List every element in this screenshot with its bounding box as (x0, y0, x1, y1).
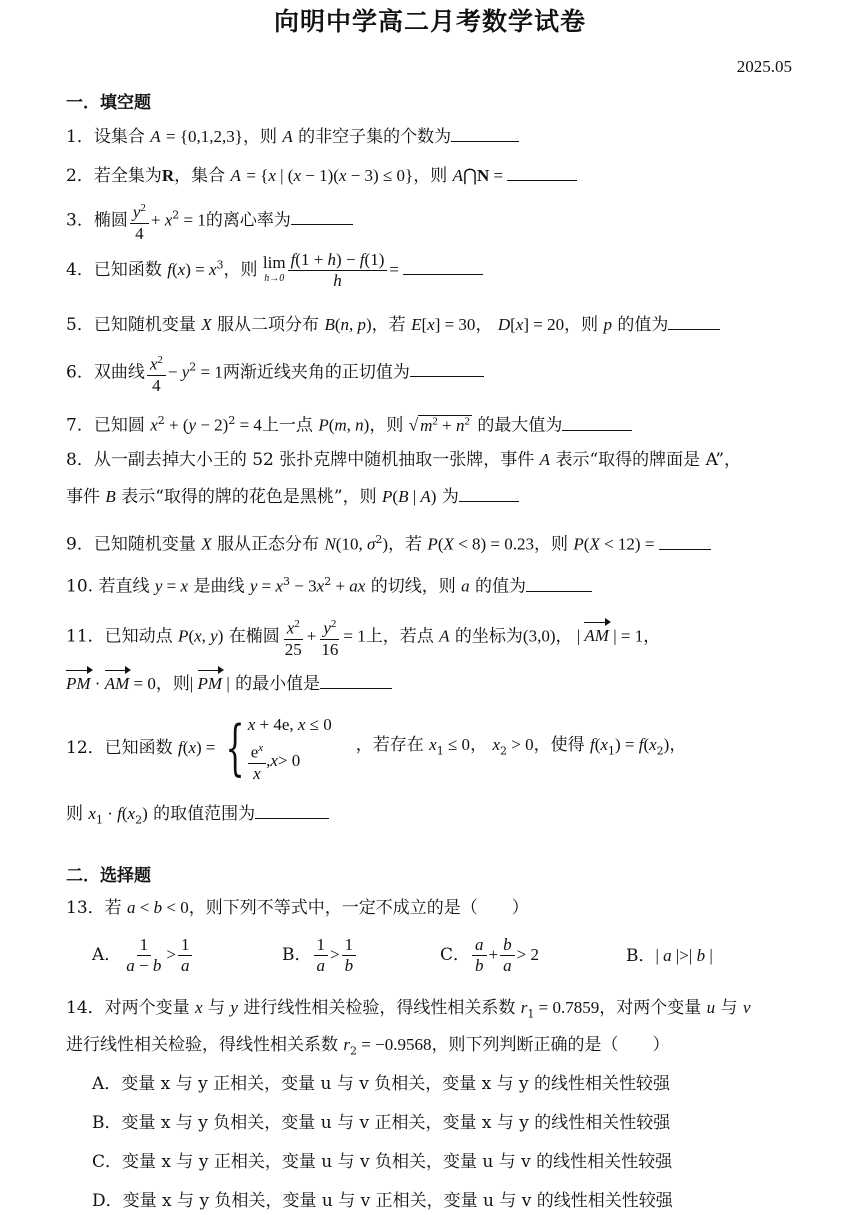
question-11-cont: PM · AM = 0，则| PM | 的最小值是 (66, 670, 794, 697)
question-14-cont: 进行线性相关检验，得线性相关系数 $r_2 = -0.9568$，则下列判断正确的是（ ） (66, 1035, 670, 1058)
question-9: 9．已知随机变量 X 服从正态分布 N(10, $\sigma^2$)，若 P(X < 8) = 0.23，则 P(X < 12) = (66, 527, 794, 558)
question-8-cont: 事件 B 表示“取得的牌的花色是黑桃”，则 P(B | A) 为 (66, 483, 794, 510)
question-2: 2．若全集为R，集合 A = {x | (x − 1)(x − 3) ≤ 0}，则 A⋂N = (66, 162, 794, 189)
question-7: 7．已知圆 $x^2 + (y - 2)^2 = 4$上一点 P(m, n)，则 √ $m^2 + n^2$ 的最大值为 (66, 408, 794, 439)
answer-blank (403, 256, 483, 275)
page-title: 向明中学高二月考数学试卷 (273, 7, 586, 36)
answer-blank (255, 800, 329, 819)
answer-blank (562, 412, 632, 431)
option-13-a: A． $\frac{1}{a - b}$ > $\frac{1}{a}$ (92, 935, 194, 976)
option-14-c: C．变量 x 与 y 正相关，变量 u 与 v 负相关，变量 u 与 v 的线性相关性较强 (92, 1152, 673, 1172)
option-14-b: B．变量 x 与 y 负相关，变量 u 与 v 正相关，变量 x 与 y 的线性相关性较强 (92, 1113, 671, 1133)
question-13: 13．若 a < b < 0，则下列不等式中，一定不成立的是（ ） (66, 898, 529, 918)
option-13-d: B．| a |>| b | (626, 946, 713, 966)
answer-blank (459, 483, 519, 502)
option-13-b: B． $\frac{1}{a}$ > $\frac{1}{b}$ (282, 935, 358, 976)
answer-blank (526, 573, 592, 592)
section-fill-in: 一．填空题 (66, 93, 151, 113)
section-multiple-choice: 二．选择题 (66, 866, 151, 886)
question-8: 8．从一副去掉大小王的 52 张扑克牌中随机抽取一张牌，事件 A 表示“取得的牌面是 A”， (66, 450, 742, 470)
option-14-a: A．变量 x 与 y 正相关，变量 u 与 v 负相关，变量 x 与 y 的线性相关性较强 (92, 1074, 671, 1094)
question-6: 6．双曲线 $\frac{x^2}{4}$ − $y^2 = 1$两渐近线夹角的正切值为 (66, 350, 794, 396)
answer-blank (451, 123, 519, 142)
option-13-c: C． $\frac{a}{b}$ + $\frac{b}{a}$ > 2 (440, 935, 539, 975)
question-5: 5．已知随机变量 X 服从二项分布 B(n, p)，若 E[x] = 30， D[x] = 20，则 p 的值为 (66, 311, 794, 338)
question-3: 3．椭圆 $\frac{y^2}{4}$ + $x^2 = 1$的离心率为 (66, 198, 794, 244)
answer-blank (507, 162, 577, 181)
answer-blank (410, 358, 484, 377)
question-4: 4．已知函数 $f(x) = x^3$，则 lim h→0 $\frac{f(1 + h) - f(1)}{h}$ = (66, 250, 794, 291)
question-12: 12．已知函数 f(x) ={ x + 4e, x ≤ 0 $\frac{e^x}{x}$ , x > 0 ，若存在 $x_1 \le 0$， $x_2 > 0$，使得 $f(x_1) = f(x_2)$， (66, 712, 687, 783)
question-14: 14．对两个变量 x 与 y 进行线性相关检验，得线性相关系数 $r_1 = 0.7859$，对两个变量 u 与 v (66, 998, 751, 1021)
question-12-cont: 则 $x_1 \cdot f(x_2)$ 的取值范围为 (66, 800, 794, 833)
answer-blank (320, 670, 392, 689)
answer-blank (659, 531, 711, 550)
answer-blank (291, 206, 353, 225)
option-14-d: D．变量 x 与 y 负相关，变量 u 与 v 正相关，变量 u 与 v 的线性相关性较强 (92, 1191, 673, 1211)
question-1: 1．设集合 A = {0,1,2,3}，则 A 的非空子集的个数为 (66, 123, 794, 150)
answer-blank (668, 311, 720, 330)
question-10: 10. 若直线 y = x 是曲线 $y = x^3 - 3x^2$ + ax 的切线，则 a 的值为 (66, 569, 794, 600)
question-11: 11．已知动点 P(x, y) 在椭圆 $\frac{x^2}{25}$ + $\frac{y^2}{16}$ = 1上，若点 A 的坐标为(3,0)， | AM | = 1， (66, 614, 794, 660)
exam-date: 2025.05 (736, 57, 792, 76)
